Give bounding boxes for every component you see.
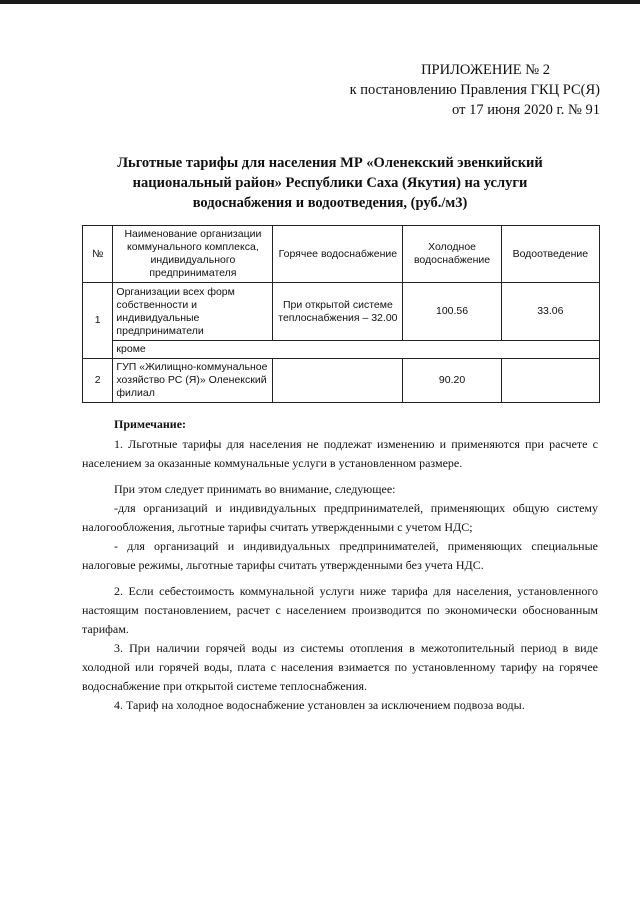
row-hot-water [273, 359, 403, 403]
notes-section [82, 415, 598, 715]
except-label: кроме [113, 341, 600, 359]
table-header-row [83, 226, 600, 283]
tariff-table [82, 225, 600, 403]
appendix-header [300, 60, 600, 120]
row-hot-water: При открытой системе теплоснабжения – 32.00 [273, 283, 403, 341]
appendix-date: от 17 июня 2020 г. № 91 [452, 102, 600, 118]
title-line: водоснабжения и водоотведения, (руб./м3) [192, 195, 468, 211]
table-row-except [83, 341, 600, 359]
row-number: 2 [83, 359, 113, 403]
document-title [80, 153, 580, 213]
note-paragraph: - для организаций и индивидуальных предпринимателей, применяющих специальные налоговые режимы, льготные тарифы считать утвержденными без учета НДС. [82, 539, 598, 572]
row-organization: Организации всех форм собственности и индивидуальные предприниматели [113, 283, 273, 341]
row-sewerage [501, 359, 599, 403]
note-paragraph: 1. Льготные тарифы для населения не подлежат изменению и применяются при расчете с населением за оказанные коммунальные услуги в установленном размере. [82, 437, 598, 470]
appendix-reference: к постановлению Правления ГКЦ РС(Я) [349, 82, 600, 98]
header-organization: Наименование организации коммунального комплекса, индивидуального предпринимателя [113, 226, 273, 283]
header-hot-water: Горячее водоснабжение [273, 226, 403, 283]
note-paragraph: 4. Тариф на холодное водоснабжение установлен за исключением подвоза воды. [114, 698, 525, 712]
row-number: 1 [83, 283, 113, 359]
table-row [83, 283, 600, 341]
title-line: национальный район» Республики Саха (Якутия) на услуги [132, 175, 528, 191]
notes-heading: Примечание: [114, 417, 187, 431]
appendix-number: ПРИЛОЖЕНИЕ № 2 [421, 62, 550, 78]
header-number: № [83, 226, 113, 283]
table-row [83, 359, 600, 403]
row-sewerage: 33.06 [501, 283, 599, 341]
scan-top-border [0, 0, 640, 4]
note-paragraph: -для организаций и индивидуальных предпринимателей, применяющих общую систему налогообложения, льготные тарифы считать утвержденными с учетом НДС; [82, 501, 598, 534]
row-cold-water: 90.20 [403, 359, 501, 403]
row-cold-water: 100.56 [403, 283, 501, 341]
header-cold-water: Холодное водоснабжение [403, 226, 501, 283]
note-paragraph: 3. При наличии горячей воды из системы отопления в межотопительный период в виде холодной или горячей воды, плата с населения взимается по установленному тарифу на горячее водоснабжение при открытой системе теплоснабжения. [82, 641, 598, 693]
note-paragraph: При этом следует принимать во внимание, следующее: [114, 482, 396, 496]
row-organization: ГУП «Жилищно-коммунальное хозяйство РС (Я)» Оленекский филиал [113, 359, 273, 403]
note-paragraph: 2. Если себестоимость коммунальной услуги ниже тарифа для населения, установленного настоящим постановлением, расчет с населением производится по экономически обоснованным тарифам. [82, 584, 598, 636]
header-sewerage: Водоотведение [501, 226, 599, 283]
title-line: Льготные тарифы для населения МР «Оленекский эвенкийский [117, 155, 543, 171]
